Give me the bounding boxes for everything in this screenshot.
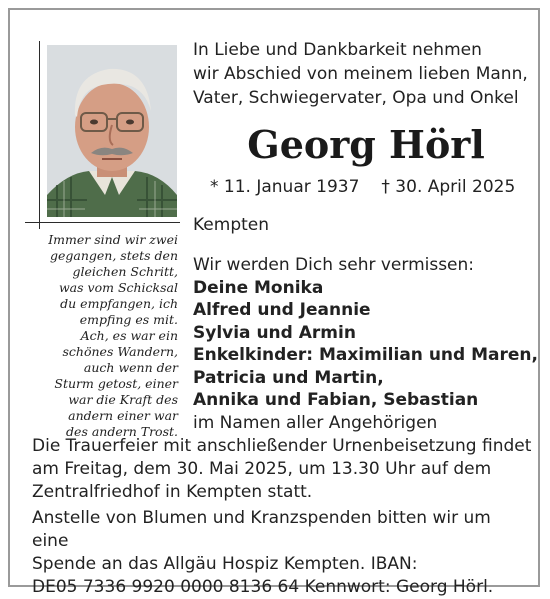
poem-line: schönes Wandern, [62, 344, 178, 359]
poem-line: du empfangen, ich [60, 296, 178, 311]
poem-line: Ach, es war ein [80, 328, 178, 343]
poem-line: des andern Trost. [66, 424, 178, 439]
donation-line: DE05 7336 9920 0000 8136 64 Kennwort: Georg Hörl. [32, 577, 494, 597]
mourner-name: Enkelkinder: Maximilian und Maren, [193, 345, 538, 365]
cross-horizontal-line [25, 222, 180, 223]
ceremony-line: Zentralfriedhof in Kempten statt. [32, 482, 313, 502]
donation-line: Spende an das Allgäu Hospiz Kempten. IBAN: [32, 554, 418, 574]
birth-date: * 11. Januar 1937 [210, 177, 360, 197]
poem-line: empfing es mit. [79, 312, 178, 327]
mourner-name: Deine Monika [193, 277, 324, 298]
poem-line: war die Kraft des [68, 392, 178, 407]
poem-line: was vom Schicksal [58, 280, 178, 295]
intro-line: In Liebe und Dankbarkeit nehmen [193, 40, 482, 60]
portrait-photo [47, 45, 177, 217]
donation-info [32, 507, 532, 599]
mourner-name: Alfred und Jeannie [193, 300, 371, 320]
poem-line: Sturm getost, einer [54, 376, 178, 391]
donation-line: Anstelle von Blumen und Kranzspenden bitten wir um eine [32, 508, 491, 551]
death-date: † 30. April 2025 [381, 177, 516, 197]
ceremony-line: Die Trauerfeier mit anschließender Urnenbeisetzung findet [32, 436, 532, 456]
deceased-name: Georg Hörl [247, 122, 485, 167]
mourners-outro: im Namen aller Angehörigen [193, 412, 438, 433]
poem-line: gleichen Schritt, [72, 264, 178, 279]
place-of-residence: Kempten [193, 215, 270, 235]
intro-line: Vater, Schwiegervater, Opa und Onkel [193, 88, 519, 108]
life-dates [210, 175, 540, 199]
mourners-block [193, 254, 538, 434]
poem-line: auch wenn der [83, 360, 178, 375]
intro-line: wir Abschied von meinem lieben Mann, [193, 64, 528, 84]
ceremony-line: am Freitag, dem 30. Mai 2025, um 13.30 Uhr auf dem [32, 459, 492, 479]
intro-text [193, 38, 533, 110]
poem-line: andern einer war [68, 408, 178, 423]
ceremony-info [32, 435, 532, 504]
poem-line: gegangen, stets den [50, 248, 178, 263]
mourner-name: Annika und Fabian, Sebastian [193, 390, 479, 410]
mourner-name: Patricia und Martin, [193, 367, 384, 388]
poem-line: Immer sind wir zwei [48, 232, 178, 247]
poem [28, 232, 178, 440]
mourners-intro: Wir werden Dich sehr vermissen: [193, 255, 475, 275]
mourner-name: Sylvia und Armin [193, 322, 356, 343]
cross-vertical-line [39, 41, 40, 229]
